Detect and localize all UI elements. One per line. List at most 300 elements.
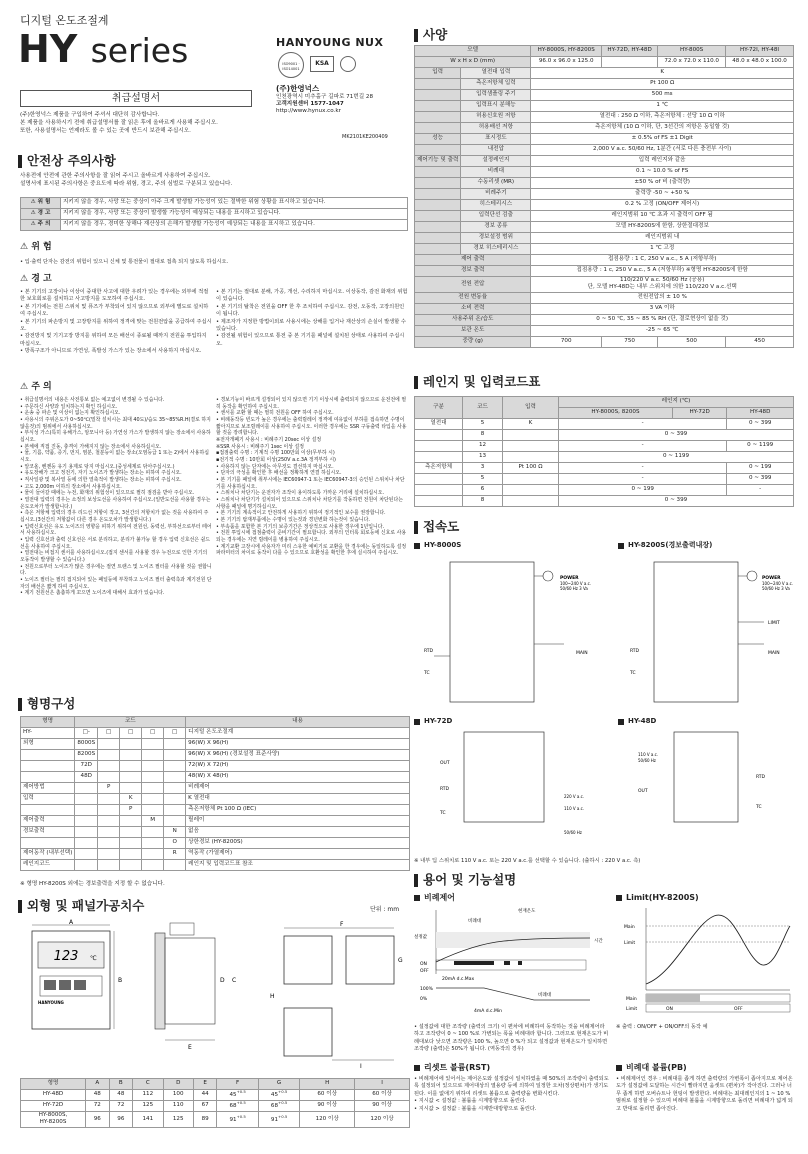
terms-heading [414, 872, 516, 888]
range-head: HY-72D [672, 408, 726, 419]
caution-item: • 본 기기의 탑재부품에는 수명이 있는것과 경년변화 하는것이 있습니다. [216, 517, 370, 524]
spec-label: 입력단선 검출 [461, 211, 531, 222]
level-label: ⚠ 위 험 [21, 198, 61, 209]
caution-item: • 사용시의 주위온도가 0~50℃(밀착 설치시는 최대 40도)/습도 35~85%R.H(결로 하지 않을것)의 범위에서 사용하십시오. [20, 417, 211, 430]
model-code [142, 838, 164, 849]
dims-head: 형명 [21, 1079, 86, 1090]
spec-label: 보관 온도 [415, 325, 531, 336]
panel-cutout-3 [346, 936, 394, 984]
caution-item: • 전원 투입시에 접점출력이 준비기간이 필요합니다. 외부의 인터록 회로등에 신호로 사용되는 경우에는 지연 릴레이를 병용하여 주십시오. [216, 530, 407, 544]
spec-group [415, 167, 461, 178]
spec-label: 입력표시 분해능 [461, 101, 531, 112]
dims-cell: HY-8000S, HY-8200S [21, 1112, 86, 1128]
range-row [415, 463, 794, 474]
model-code [98, 838, 120, 849]
range-row [415, 452, 794, 463]
spec-value: 500 [658, 336, 726, 347]
model-code: R [164, 849, 186, 860]
warning-item: • 제조자가 지정한 방법이외로 사용시에는 상해를 입거나 재산상의 손실이 발생할 수 있습니다. [216, 318, 406, 332]
cert-icon [340, 56, 356, 72]
model-row [21, 805, 410, 816]
dims-cell: 67 [193, 1101, 217, 1112]
spec-group [415, 200, 461, 211]
caution-item: • 열전대 입력의 경우는 소정의 보상도선을 사용하여 주십시오.(일반도선을 사용할 경우는 온도오차가 발생합니다.) [20, 497, 211, 510]
wiring-8200s-label: HY-8200S(경보출력내장) [618, 541, 712, 550]
safety-level-table [20, 197, 408, 231]
dims-cell: $68^{+0.5}$ [258, 1101, 299, 1112]
side-bezel [155, 933, 165, 1029]
model-row [21, 816, 410, 827]
model-code [120, 838, 142, 849]
range-head: 구분 [415, 397, 463, 419]
model-desc: 측온저항체 Pt 100 Ω (IEC) [186, 805, 410, 816]
dim-i: I [360, 1063, 362, 1070]
model-code [120, 816, 142, 827]
wiring-8000s-label: HY-8000S [414, 541, 461, 550]
spec-value: 96.0 x 96.0 x 125.0 [531, 57, 602, 68]
dims-cell: 125 [163, 1112, 193, 1128]
rtd-label: RTD [630, 649, 640, 654]
dims-cell: 90 이상 [355, 1101, 410, 1112]
model-group: 레인지코드 [21, 860, 75, 871]
spec-label: 사용주위 온/습도 [415, 314, 531, 325]
rst-title: 리셋트 볼륨(RST) [414, 1063, 490, 1073]
spec-label: 소비 전력 [415, 303, 531, 314]
company-info [276, 84, 412, 116]
pb-title: 비례대 볼륨(PB) [616, 1063, 687, 1073]
dims-head: A [86, 1079, 110, 1090]
dim-b: B [118, 977, 123, 984]
heading-text: 형명구성 [27, 696, 76, 711]
dims-head: B [109, 1079, 133, 1090]
panel-cutout-1 [284, 936, 332, 984]
warning-item: • 본 기기의 파손방지 및 고장방지를 위하여 정격에 맞는 전원전압을 공급하여 주십시오. [20, 318, 212, 332]
caution-item: • 측온 저항체 입력의 경우 리드선 저항이 작고, 3선간의 저항치가 없는 것을 사용하여 주십시오.(3선간의 저항값이 다른 경우 온도오차가 발생합니다.) [20, 510, 209, 524]
model-group [21, 750, 75, 761]
tc-label: TC [630, 671, 636, 676]
spec-value: K [531, 68, 794, 79]
spec-group [415, 178, 461, 189]
panel-cutout-2 [284, 1008, 332, 1056]
spec-group [415, 233, 461, 244]
model-row [21, 838, 410, 849]
range-class: 열전대 [415, 419, 463, 430]
range-value: 0 ~ 199 [559, 485, 727, 496]
prop-control-text: • 설정값에 대한 조작량 (출력의 크기) 이 편차에 비례하여 동작하는 것을 비례제어라 하고 조작량이 0 ~ 100 %로 가변되는 폭을 비례대라 합니다. 그러므로 현재온도가 비례대보다 낮으면 조작량은 100 %, 높으면 0 %가 되고 설정값과 현재온도가 일치하면 조작량 (출력)은 50%가 됩니다. (역동작의 경우) [414, 1024, 609, 1053]
model-row [21, 860, 410, 871]
spec-group [415, 79, 461, 90]
heading-text: 레인지 및 입력코드표 [423, 374, 541, 389]
range-value: 0 ~ 399 [727, 474, 794, 485]
model-code [164, 772, 186, 783]
range-head: 입력 [503, 397, 559, 419]
spec-row [415, 314, 794, 325]
caution-item: • 노이즈 필터는 필히 접지되어 있는 패널등에 부착하고 노이즈 필터 출력측과 계기전원 단자의 배선은 짧게 하여 주십시오. [20, 577, 212, 590]
power-label: POWER [762, 576, 781, 581]
warning-item: • 방폭구조가 아니므로 가연성, 폭발성 가스가 있는 장소에서 사용하지 마십시오. [20, 348, 202, 354]
range-table [414, 396, 794, 507]
spec-row [415, 292, 794, 303]
spec-group: 입력 [415, 68, 461, 79]
model-desc: 디지털 온도조절계 [186, 728, 410, 739]
caution-item: • 비례동작등 빈도가 높은 경우에는 출력릴레이 정격에 여유없이 부하를 접속하면 수명이 짧아지므로 보조릴레이를 사용하여 주십시오. 이러한 경우에는 SSR 구동출력 타입을 사용할 것을 장려합니다. [216, 417, 407, 437]
dims-cell: HY-72D [21, 1101, 86, 1112]
spec-row [415, 90, 794, 101]
range-class [415, 452, 463, 463]
model-code: □ [120, 728, 142, 739]
spec-label: 비례주기 [461, 189, 531, 200]
level-desc: 지키지 않을 경우, 사망 또는 중상이 발생할 가능성이 예상되는 내용을 표시하고 있습니다. [61, 209, 408, 220]
warning-triangle-icon: ⚠ [20, 242, 29, 252]
spec-group [415, 123, 461, 134]
range-value: 0 ~ 399 [559, 496, 794, 507]
company-name: (주)한영넉스 [276, 84, 320, 93]
dims-cell: 60 이상 [300, 1090, 355, 1101]
model-code [75, 783, 98, 794]
range-input [503, 452, 559, 463]
model-code [75, 860, 98, 871]
spec-value: 0.1 ~ 10.0 % of FS [531, 167, 794, 178]
dims-cell: 90 이상 [300, 1101, 355, 1112]
graph-ma-max: 20mA d.c.Max [442, 977, 475, 982]
spec-value: ±50 % of 비 (출력량) [531, 178, 794, 189]
range-head: 코드 [463, 397, 503, 419]
spec-row [415, 112, 794, 123]
model-desc: 96(W) X 96(H) (경보설정 표준사양) [186, 750, 410, 761]
dial [44, 980, 56, 990]
model-group: 제어방법 [21, 783, 75, 794]
model-group [21, 805, 75, 816]
spec-label: 모델 [415, 46, 531, 57]
dims-row [21, 1112, 410, 1128]
model-code: 8000S [75, 739, 98, 750]
model-code [75, 816, 98, 827]
model-row [21, 772, 410, 783]
company-url[interactable]: http://www.hynux.co.kr [276, 108, 341, 115]
function-graphs [414, 904, 794, 1018]
graph-0: 0% [420, 997, 428, 1002]
caution-item: • 단자의 극성을 확인한 후 배선을 정확하게 연결 하십시오. [216, 470, 342, 477]
graph-limit-row: Limit [626, 1007, 638, 1012]
caution-title: ⚠ 주 의 [20, 382, 52, 392]
spec-label: 히스테리시스 [461, 200, 531, 211]
range-code: 5 [463, 419, 503, 430]
graph-main-row: Main [626, 997, 637, 1002]
spec-row [415, 57, 794, 68]
warning-item: • 본 기기에는 전원 스위치 및 퓨즈가 부착되어 있지 않으므로 외부에 별도로 설치하여 주십시오. [20, 303, 209, 318]
spec-label: 수동리셋 (MR) [461, 178, 531, 189]
pb-text: • 비례제어인 경우 : 비례대를 좁게 하면 출력량의 가변폭이 좁아지므로 제어온도가 설정값에 도달하는 시간이 빨라지면 움셋트 (편차)가 작아진다. 그러나 너무 좁게 하면 오버슈트나 헌팅이 발생한다. 비례대는 최대레인지의 1 ~ 10 % 범위로 설정할 수 있으며 비례대 볼륨을 시계방향으로 돌리면 비례대가 넓게 되고 반대로 돌리면 좁아진다. [616, 1076, 793, 1112]
tc-label: TC [756, 805, 762, 810]
range-row [415, 430, 794, 441]
spec-row [415, 46, 794, 57]
caution-item: ▪접점출력 수명 : 기계적 수명 100만회 이상(무부하 시) [216, 450, 335, 457]
model-desc: 96(W) X 96(H) [186, 739, 410, 750]
spec-value: 전원전압의 ± 10 % [531, 292, 794, 303]
company-logo: HANYOUNG NUX [276, 36, 384, 49]
limit-label: LIMIT [768, 621, 780, 626]
model-code [75, 849, 98, 860]
model-code: O [164, 838, 186, 849]
model-code [142, 827, 164, 838]
dims-cell: 44 [193, 1090, 217, 1101]
safety-intro-line: 설명서에 표시된 주의사항은 중요도에 따라 위험, 경고, 주의 심벌로 구분되고 있습니다. [20, 181, 233, 188]
spec-row [415, 189, 794, 200]
spec-label: 경보 출력 [415, 266, 531, 277]
model-code: □ [98, 728, 120, 739]
prop-control-graph [414, 907, 603, 1014]
warning-title: ⚠ 경 고 [20, 274, 52, 284]
rtd-label: RTD [440, 787, 450, 792]
dims-row [21, 1090, 410, 1101]
rtd-label: RTD [424, 649, 434, 654]
range-value: - [559, 441, 727, 452]
caution-item: • 부속품을 포함한 본 기기의 보증기간은 정상적으로 사용한 경우에 1년입니다. [216, 523, 384, 530]
range-row [415, 485, 794, 496]
dims-cell: $45^{+0.5}$ [217, 1090, 258, 1101]
range-class [415, 430, 463, 441]
model-code: P [98, 783, 120, 794]
tolerance: +0.5 [236, 1100, 246, 1106]
range-input [503, 496, 559, 507]
range-code: 5 [463, 474, 503, 485]
dims-table [20, 1078, 410, 1128]
range-value: - [727, 485, 794, 496]
spec-value: HY-72I, HY-48I [726, 46, 794, 57]
spec-label: 설정레인지 [461, 156, 531, 167]
spec-value: 3 VA 이하 [531, 303, 794, 314]
dim-h: H [270, 993, 275, 1000]
model-row [21, 761, 410, 772]
range-code: 6 [463, 485, 503, 496]
spec-group [415, 145, 461, 156]
dims-head: H [300, 1079, 355, 1090]
spec-label: 허용배선 저항 [461, 123, 531, 134]
dims-cell: $68^{+0.5}$ [217, 1101, 258, 1112]
model-code [120, 827, 142, 838]
heading-bar [414, 521, 418, 534]
model-note: ※ 형명 HY-8200S 외에는 경보출력을 지정 할 수 없습니다. [20, 881, 165, 887]
dims-cell: 72 [86, 1101, 110, 1112]
model-group: 경보출력 [21, 827, 75, 838]
model-group [21, 772, 75, 783]
range-value: 0 ~ 199 [727, 463, 794, 474]
spec-row [415, 325, 794, 336]
warning-left-list [20, 289, 212, 355]
caution-triangle-icon: ⚠ [20, 382, 29, 392]
limit-note: ※ 출력 : ON/OFF + ON/OFF의 동작 예 [616, 1024, 708, 1030]
spec-group [415, 189, 461, 200]
spec-row [415, 79, 794, 90]
graph-main-label: Main [624, 925, 635, 930]
model-code [164, 750, 186, 761]
graph-limit-label: Limit [624, 941, 636, 946]
caution-item: • 운송 중 파손 및 이상이 없는지 확인하십시오. [20, 410, 121, 417]
dims-heading [18, 898, 144, 914]
model-code: 48D [75, 772, 98, 783]
range-row [415, 496, 794, 507]
model-code [75, 794, 98, 805]
model-desc: K 열전대 [186, 794, 410, 805]
frequency-label: 50/60 Hz [638, 758, 656, 763]
range-input [503, 474, 559, 485]
model-code [142, 750, 164, 761]
range-head: 레인지 (℃) [559, 397, 794, 408]
heading-bar [414, 874, 418, 887]
range-input [503, 485, 559, 496]
caution-item: • 본체에 직접 진동, 충격이 가해지지 않는 장소에서 사용하십시오. [20, 443, 162, 450]
model-code [164, 761, 186, 772]
model-code [98, 860, 120, 871]
caution-item: • 경보기능이 바르게 설정되어 있지 않으면 기기 이상시에 출력되지 않으므로 운전전에 필히 동작을 확인하여 주십시오. [216, 397, 407, 410]
caution-item: • 주문하신 사양과 일치하는지 확인 하십시오. [20, 403, 118, 410]
graph-out-label: 비례대 [538, 993, 552, 998]
model-code [98, 849, 120, 860]
caution-item: ※전자개폐기 사용시 : 비례주기 20sec 이상 설정 [216, 437, 322, 444]
range-value: 0 ~ 399 [559, 430, 794, 441]
caution-item: • 고도 2,000m 이하의 장소에서 사용하십시오. [20, 483, 122, 490]
spec-group [415, 90, 461, 101]
model-code [164, 860, 186, 871]
warning-item: • 본 기기의 탈착은 전원을 OFF 한 후 조치하여 주십시오. 감전, 오동작, 고장의원인이 됩니다. [216, 303, 405, 318]
range-value: - [559, 474, 727, 485]
dims-cell: $91^{+0.5}$ [258, 1112, 299, 1128]
model-code [120, 772, 142, 783]
dial [59, 980, 71, 990]
level-desc: 지키지 않을 경우, 사망 또는 중상이 아주 크게 발생할 가능성이 있는 절박한 위험 상황을 표시하고 있습니다. [61, 198, 408, 209]
spec-label: 경보 히스테리시스 [461, 244, 531, 255]
model-head: 형명 [21, 717, 75, 728]
graph-band-label: 비례대 [468, 919, 482, 924]
voltage-110: 110 V a.c. [638, 752, 659, 757]
spec-row [415, 233, 794, 244]
model-code: 8200S [75, 750, 98, 761]
limit-title: Limit(HY-8200S) [616, 893, 699, 903]
caution-item: • 계기 전원선은 촘촘하게 꼬으면 노이즈에 대해서 효과가 있습니다. [20, 590, 165, 597]
model-desc: 상한경보 (HY-8200S) [186, 838, 410, 849]
spec-row [415, 211, 794, 222]
spec-value: -25 ~ 65 ℃ [531, 325, 794, 336]
caution-item: • 물, 기름, 약품, 증기, 먼지, 염분, 철분등이 없는 장소(오염등급 1 또는 2)에서 사용하십시오. [20, 450, 209, 464]
main-label: MAIN [768, 651, 780, 656]
spec-value: ± 0.5% of FS ±1 Digit [531, 134, 794, 145]
spec-row [415, 167, 794, 178]
model-code [120, 783, 142, 794]
spec-row [415, 266, 794, 277]
dims-cell: 112 [133, 1090, 163, 1101]
spec-row [415, 101, 794, 112]
power-voltage: 100~240 V a.c. [560, 581, 592, 586]
model-row [21, 739, 410, 750]
tc-label: TC [424, 671, 430, 676]
range-code: 8 [463, 496, 503, 507]
main-label: MAIN [576, 651, 588, 656]
spec-value: 측온저항체 (10 Ω 이하, 단, 3선간의 저항은 동일할 것) [531, 123, 794, 134]
spec-label: 열전대 입력 [461, 68, 531, 79]
heading-bar [18, 900, 22, 913]
range-head: HY-48D [727, 408, 794, 419]
spec-label: 내전압 [461, 145, 531, 156]
range-head: HY-8000S, 8200S [559, 408, 673, 419]
caution-item: • 본 기기를 패널에 취부시에는 IEC60947-1 또는 IEC60947-3의 승인된 스위치나 차단기를 사용하십시오. [216, 477, 405, 490]
spec-group: 성능 [415, 134, 461, 145]
range-code: 3 [463, 463, 503, 474]
wiring-48d-label: HY-48D [618, 717, 656, 726]
spec-group [415, 101, 461, 112]
model-head: 내용 [186, 717, 410, 728]
model-row [21, 783, 410, 794]
spec-value: 750 [602, 336, 658, 347]
spec-row [415, 200, 794, 211]
spec-label: 표시정도 [461, 134, 531, 145]
range-code: 12 [463, 441, 503, 452]
model-code [98, 827, 120, 838]
range-row [415, 441, 794, 452]
spec-label: W x H x D (mm) [415, 57, 531, 68]
spec-group [415, 222, 461, 233]
model-code [120, 750, 142, 761]
caution-left-list [20, 397, 212, 597]
spec-value: 1 ℃ 고정 [531, 244, 794, 255]
model-desc: 비례제어 [186, 783, 410, 794]
spec-value: HY-8000S, HY-8200S [531, 46, 602, 57]
spec-row [415, 336, 794, 347]
spec-label: 전원 변동율 [415, 292, 531, 303]
spec-value: 48.0 x 48.0 x 100.0 [726, 57, 794, 68]
dims-cell: $45^{+0.5}$ [258, 1090, 299, 1101]
tolerance: +0.5 [278, 1089, 288, 1095]
support-phone: 고객지원센터 1577-1047 [276, 101, 344, 108]
caution-item: • 물이 들어갈 때에는 누전, 화재의 위험성이 있으므로 필히 점검을 받아 주십시오. [20, 490, 195, 497]
voltage-220: 220 V a.c. [564, 794, 585, 799]
dial [74, 980, 86, 990]
voltage-110: 110 V a.c. [564, 806, 585, 811]
model-code [75, 838, 98, 849]
warning-triangle-icon: ⚠ [20, 274, 29, 284]
spec-table [414, 45, 794, 348]
dims-cell: 120 이상 [300, 1112, 355, 1128]
spec-row [415, 145, 794, 156]
model-row [21, 728, 410, 739]
dims-head: F [217, 1079, 258, 1090]
spec-label: 제어 출력 [415, 255, 531, 266]
spec-row [415, 123, 794, 134]
spec-row [415, 134, 794, 145]
model-desc: 레인지 및 입력코드표 참조 [186, 860, 410, 871]
range-class [415, 485, 463, 496]
dims-cell: 48 [86, 1090, 110, 1101]
spec-value: 0.2 % 고정 (ON/OFF 제어시) [531, 200, 794, 211]
dims-head: I [355, 1079, 410, 1090]
caution-item: • 스위치나 차단기는 운전자가 조작이 용이하도록 가까운 거리에 설치하십시오. [216, 490, 385, 497]
spec-group [415, 112, 461, 123]
dims-cell: 96 [109, 1112, 133, 1128]
danger-text: • 입·출력 단자는 감전의 위험이 있으니 신체 및 통전물이 절대로 접촉 되지 않도록 하십시오. [20, 259, 229, 265]
product-title [18, 27, 189, 71]
dims-cell: 72 [109, 1101, 133, 1112]
model-code [120, 860, 142, 871]
model-code [98, 816, 120, 827]
limit-graph [624, 908, 790, 1012]
power-frequency: 50/60 Hz 3 Va [560, 586, 588, 591]
title-hy: HY [18, 27, 78, 71]
spec-group: 제어기능 및 출력 [415, 156, 461, 167]
model-code [164, 783, 186, 794]
wiring-72d [439, 732, 584, 835]
safety-intro-line: 사용전에 안전에 관한 주의사항을 잘 읽어 주시고 올바르게 사용하여 주십시오. [20, 173, 211, 179]
bezel-brand: HANYOUNG [38, 1000, 64, 1005]
model-code [142, 794, 164, 805]
